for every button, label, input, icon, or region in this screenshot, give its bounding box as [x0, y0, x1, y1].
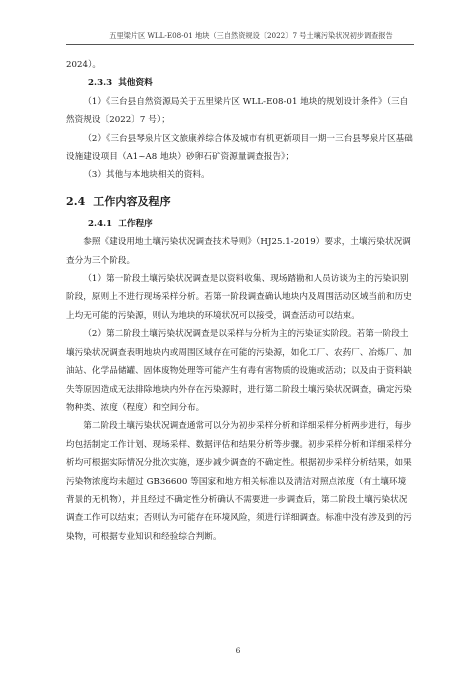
- section-title: 工作程序: [118, 218, 153, 229]
- section-title: 工作内容及程序: [93, 194, 171, 208]
- page-number: 6: [235, 646, 241, 655]
- section-heading-2-4-1: [88, 215, 414, 233]
- body-paragraph: （2）第二阶段土壤污染状况调查是以采样与分析为主的污染证实阶段。若第一阶段土壤污染状况调查表明地块内或周围区域存在可能的污染源，如化工厂、农药厂、冶炼厂、加油站、化学品储罐、固体废物处理等可能产生有毒有害物质的设施或活动；以及由于资料缺失等原因造成无法排除地块内外存在污染源时，进行第二阶段土壤污染状况调查，确定污染物种类、浓度（程度）和空间分布。: [66, 329, 412, 413]
- header-rule: [66, 44, 414, 45]
- section-number: 2.4: [66, 194, 86, 208]
- body-paragraph: 第二阶段土壤污染状况调查通常可以分为初步采样分析和详细采样分析两步进行，每步均包括制定工作计划、现场采样、数据评估和结果分析等步骤。初步采样分析和详细采样分析均可根据实际情况分批次实施，逐步减少调查的不确定性。根据初步采样分析结果，如果污染物浓度均未超过 GB36600 等国家和地方相关标准以及清洁对照点浓度（有土壤环境背景的无机物），并且经过不确定性分析确认不需要进一步调查后，第二阶段土壤污染状况调查工作可以结束；否则认为可能存在环境风险，须进行详细调查。标准中没有涉及到的污染物，可根据专业知识和经验综合判断。: [66, 421, 412, 542]
- list-item: （2）《三台县琴泉片区文旅康养综合体及城市有机更新项目一期一三台县琴泉片区基础设施建设项目（A1~A8 地块）砂卵石矿资源量调查报告》；: [66, 133, 413, 163]
- section-number: 2.3.3: [88, 78, 113, 89]
- body-paragraph: 参照《建设用地土壤污染状况调查技术导则》（HJ25.1-2019）要求，土壤污染状况调查分为三个阶段。: [66, 237, 411, 266]
- body-paragraph: （1）第一阶段土壤污染状况调查是以资料收集、现场踏勘和人员访谈为主的污染识别阶段，原则上不进行现场采样分析。若第一阶段调查确认地块内及周围活动区域当前和历史上均无可能的污染源，则认为地块的环境状况可以接受，调查活动可以结束。: [66, 274, 412, 321]
- section-number: 2.4.1: [88, 218, 113, 229]
- section-heading-2-3-3: [88, 74, 414, 92]
- carry-over-line: 2024）。: [66, 60, 102, 70]
- list-item: （1）《三台县自然资源局关于五里梁片区 WLL-E08-01 地块的规划设计条件》（三自然资规设〔2022〕7 号）；: [66, 96, 409, 126]
- section-title: 其他资料: [118, 78, 153, 89]
- section-heading-2-4: [66, 191, 414, 213]
- running-header: 五里梁片区 WLL-E08-01 地块（三自然资规设〔2022〕7 号土壤污染状况初步调查报告: [109, 31, 393, 40]
- page-body: [66, 56, 414, 546]
- list-item: （3）其他与本地块相关的资料。: [83, 170, 210, 181]
